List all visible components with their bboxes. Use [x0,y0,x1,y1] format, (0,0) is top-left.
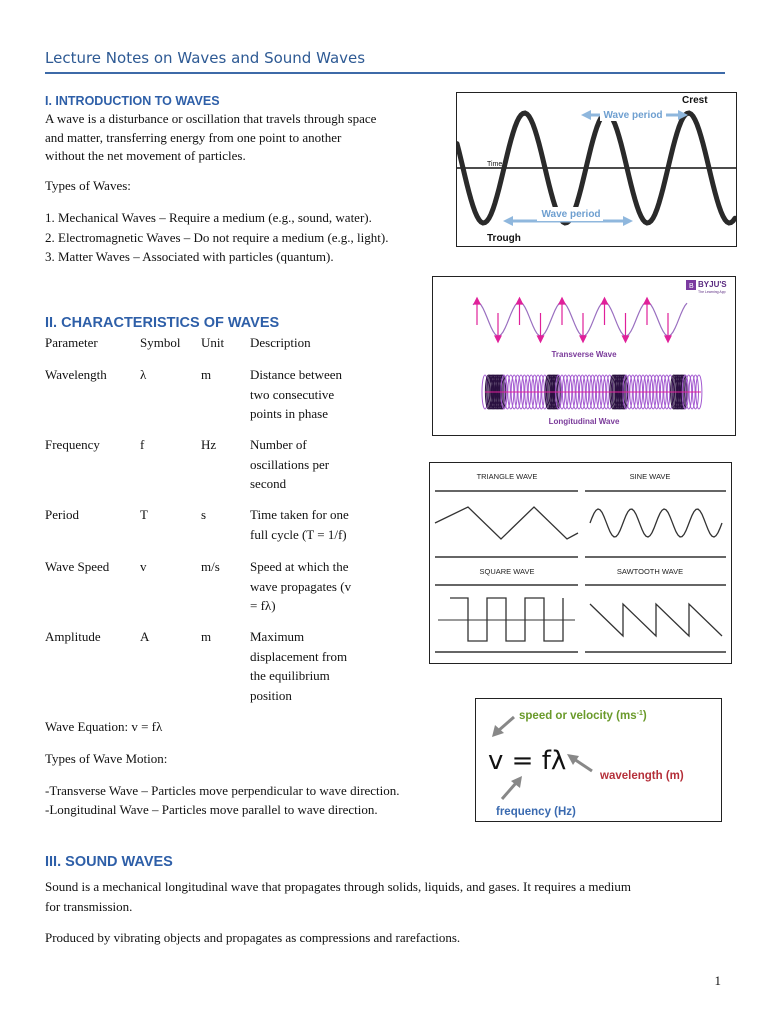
wave-equation-figure [475,698,722,822]
transverse-longitudinal-figure [432,276,736,436]
period-bottom-label: Wave period [541,209,601,220]
cell-description-line: Time taken for one [250,507,349,522]
cell-unit: m/s [201,559,220,574]
cell-unit: s [201,507,207,522]
motion-item: -Transverse Wave – Particles move perpendicular to wave direction. [45,783,400,798]
cell-description-line: position [250,687,292,703]
motion-list [45,782,400,819]
byjus-logo: BYJU'S [698,280,727,289]
cell-description-line: second [250,476,287,491]
transverse-label: Transverse Wave [551,350,617,359]
cell-unit: m [201,629,212,644]
cell-description-line: Speed at which the [250,559,349,574]
triangle-wave-label: TRIANGLE WAVE [476,472,538,481]
type-item: 3. Matter Waves – Associated with particles (quantum). [45,249,334,264]
waveform-types-svg [430,463,731,663]
wavelength-label: wavelength (m) [600,770,684,782]
waveform-types-figure [429,462,732,664]
cell-parameter: Amplitude [45,629,101,644]
cell-description-line: the equilibrium [250,668,330,683]
time-label: Time [487,161,503,168]
section3-heading: III. SOUND WAVES [45,854,173,870]
frequency-label: frequency (Hz) [496,806,576,818]
trough-label: Trough [487,233,521,244]
cell-description-line: Distance between [250,367,343,382]
cell-symbol: A [140,629,150,644]
cell-description-line: full cycle (T = 1/f) [250,526,347,542]
longitudinal-label: Longitudinal Wave [548,417,620,426]
cell-parameter: Wave Speed [45,559,110,574]
types-label: Types of Waves: [45,178,131,193]
transverse-longitudinal-svg [433,277,735,435]
paragraph-line: Sound is a mechanical longitudinal wave that propagates through solids, liquids, and gases. It requires a medium [45,879,631,894]
byjus-tagline: The Learning App [698,290,726,294]
cell-description-line: Maximum [250,629,305,644]
intro-line: without the net movement of particles. [45,148,246,163]
motion-item: -Longitudinal Wave – Particles move parallel to wave direction. [45,801,378,817]
square-wave-label: SQUARE WAVE [479,567,535,576]
cell-parameter: Frequency [45,437,100,452]
cell-description-line: = fλ) [250,598,276,613]
cell-unit: Hz [201,437,217,452]
header-rule [45,72,725,74]
cell-description-line: Number of [250,437,307,452]
section2-heading: II. CHARACTERISTICS OF WAVES [45,315,280,331]
section3-produced: Produced by vibrating objects and propagates as compressions and rarefactions. [45,930,461,945]
cell-parameter: Wavelength [45,367,107,382]
wave-equation: Wave Equation: v = fλ [45,719,163,734]
cell-description-line: wave propagates (v [250,578,352,594]
page-number: 1 [714,973,721,988]
cell-description-line: displacement from [250,648,348,664]
cell-unit: m [201,367,212,382]
section1-intro [45,110,376,166]
period-top-label: Wave period [603,110,663,121]
col-header-unit: Unit [201,335,225,350]
speed-label: speed or velocity $(ms^{-1})$ [519,710,647,722]
formula-text: v = fλ [488,746,567,776]
col-header-description: Description [250,335,311,350]
crest-label: Crest [682,95,708,106]
sawtooth-wave-label: SAWTOOTH WAVE [616,567,684,576]
cell-symbol: f [140,437,145,452]
svg-text:B: B [689,283,694,290]
col-header-symbol: Symbol [140,335,181,350]
cell-description-line: points in phase [250,406,328,421]
types-list [45,208,388,267]
characteristics-table [45,334,425,706]
cell-symbol: v [140,559,147,574]
intro-line: and matter, transferring energy from one point to another [45,129,342,145]
cell-description-line: oscillations per [250,456,330,472]
sine-wave-label: SINE WAVE [629,472,671,481]
col-header-parameter: Parameter [45,335,98,350]
section1-heading: I. INTRODUCTION TO WAVES [45,94,220,108]
motion-label: Types of Wave Motion: [45,751,168,766]
wave-equation-svg [476,699,721,821]
wave-period-svg [457,93,736,246]
section3-paragraph [45,877,631,916]
document-title: Lecture Notes on Waves and Sound Waves [45,49,366,67]
paragraph-line: for transmission. [45,898,133,914]
intro-line: A wave is a disturbance or oscillation that travels through space [45,111,377,126]
type-item: 2. Electromagnetic Waves – Do not require a medium (e.g., light). [45,229,389,245]
cell-parameter: Period [45,507,79,522]
cell-description-line: two consecutive [250,386,335,402]
cell-symbol: T [140,507,148,522]
type-item: 1. Mechanical Waves – Require a medium (e.g., sound, water). [45,210,372,225]
wave-period-figure [456,92,737,247]
cell-symbol: λ [140,367,147,382]
